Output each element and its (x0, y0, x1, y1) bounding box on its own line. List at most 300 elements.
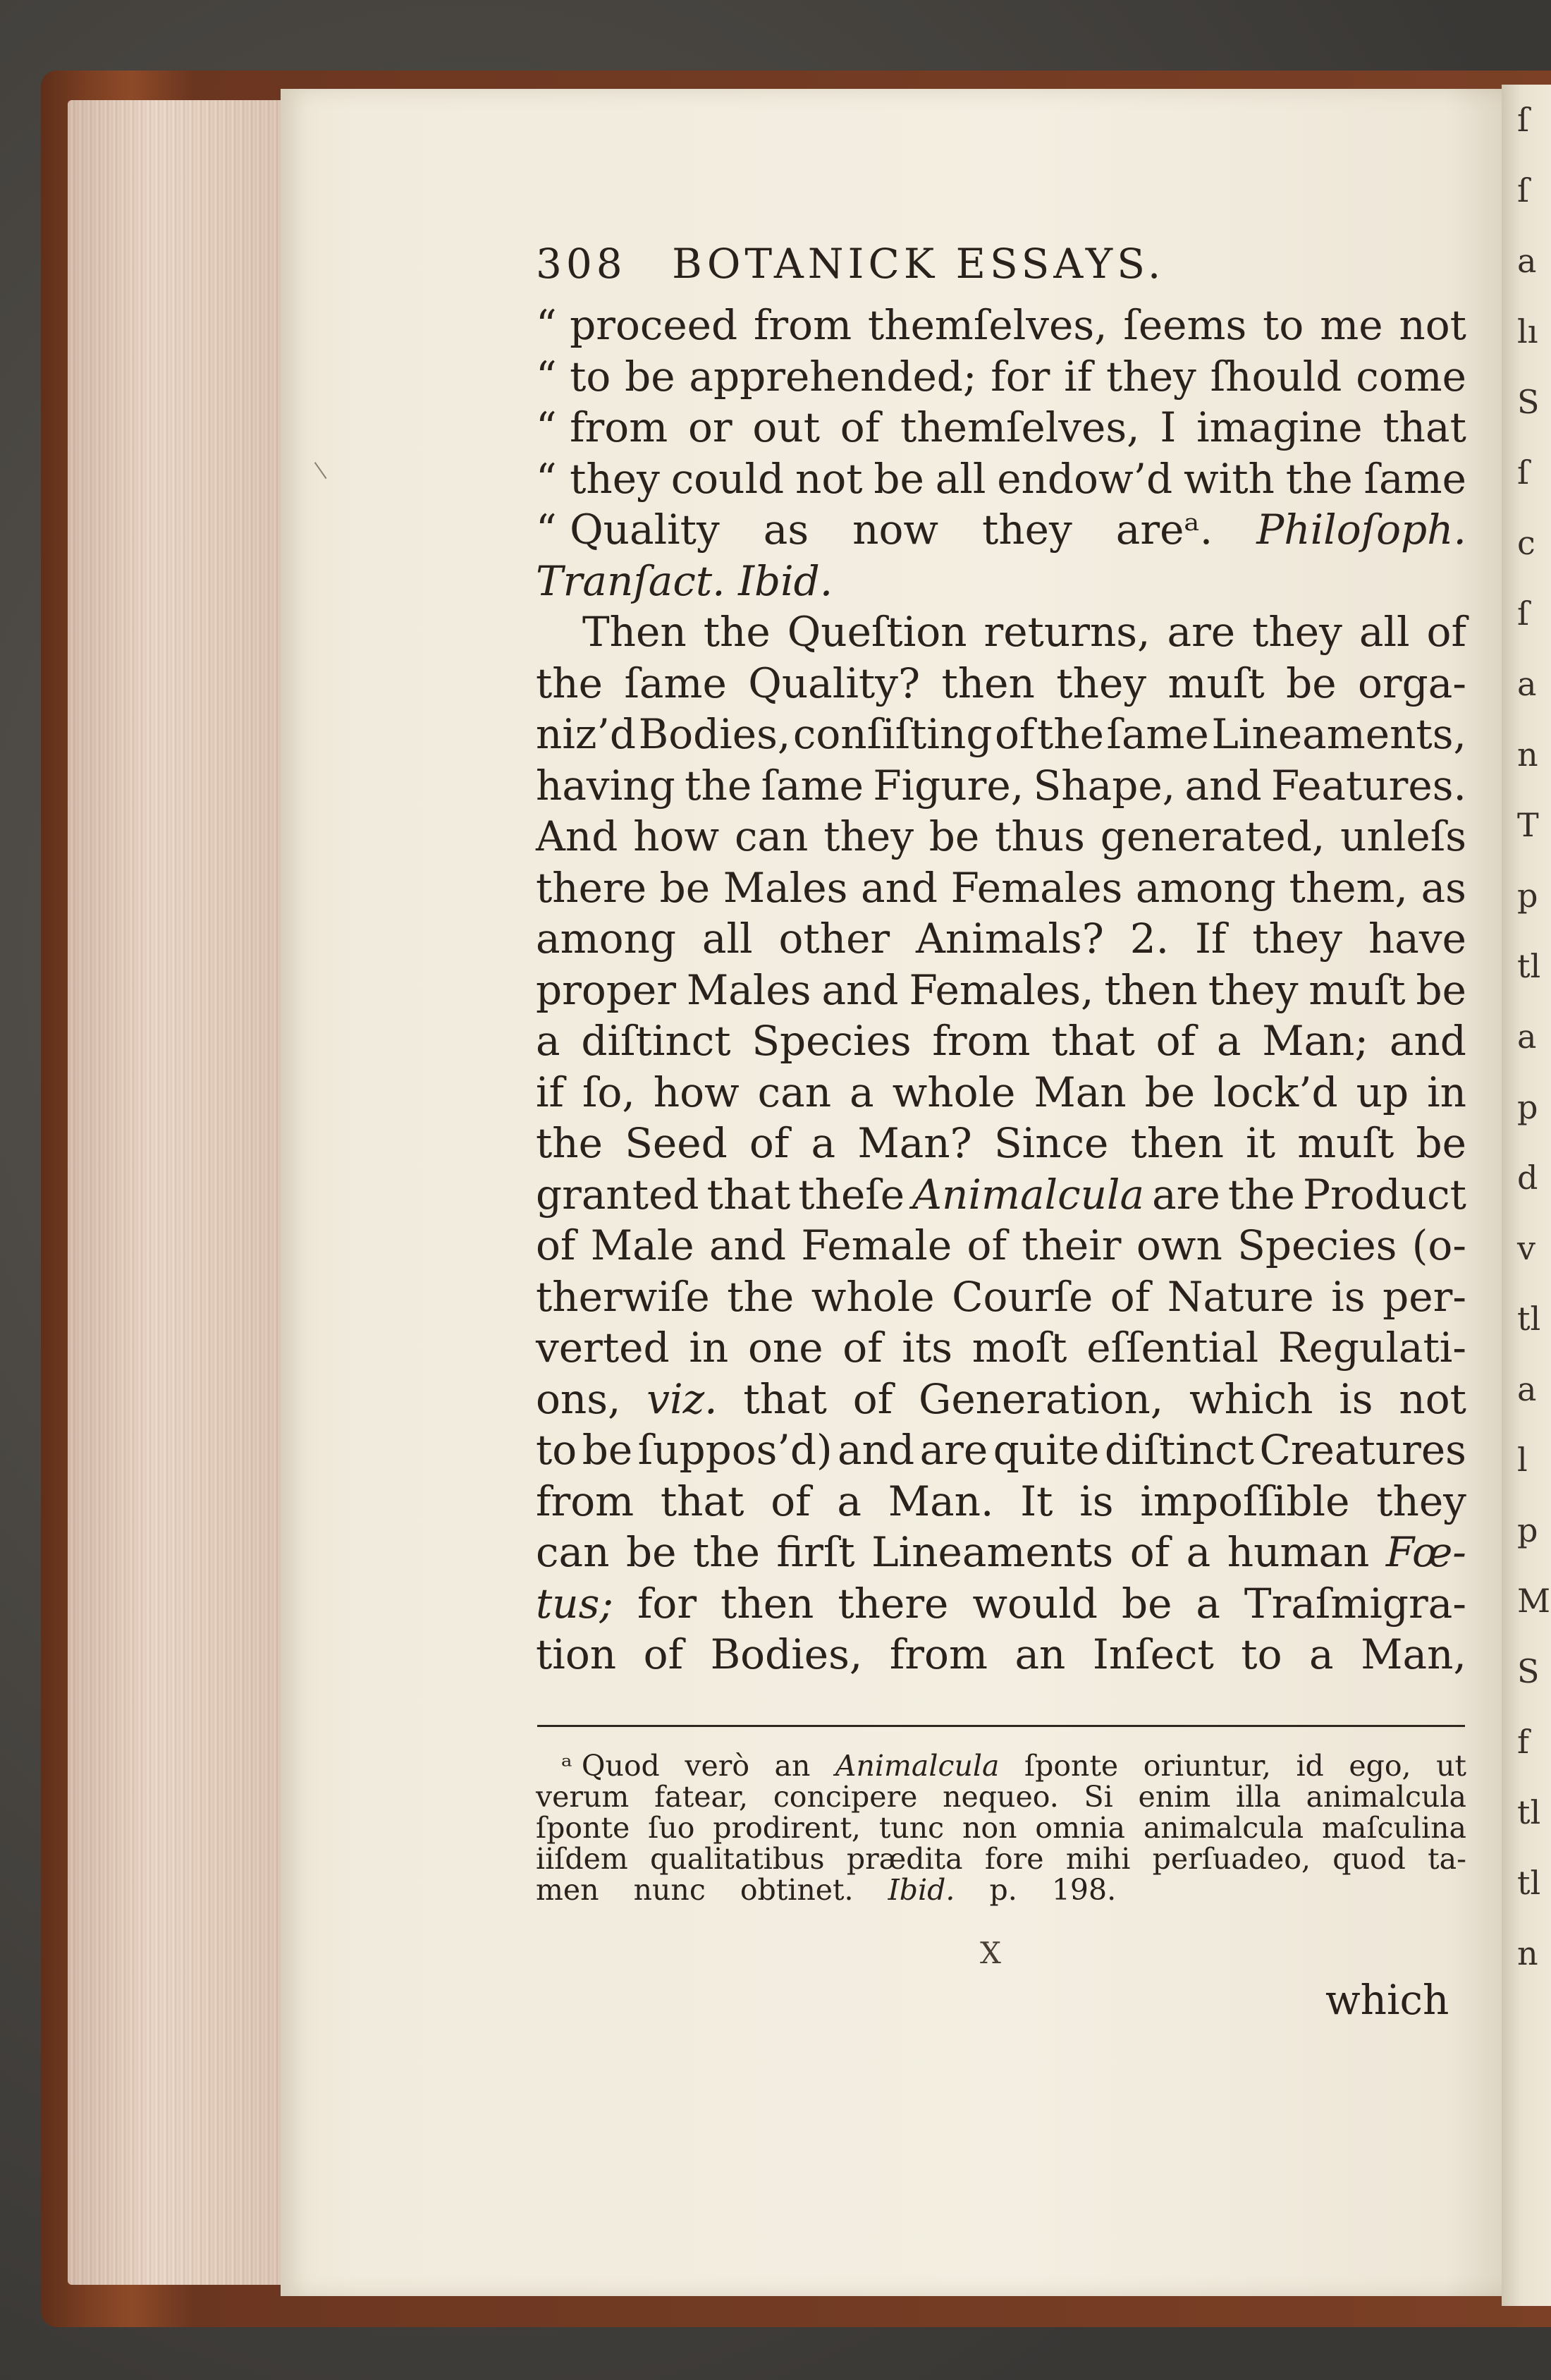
body-word: unleſs (1340, 812, 1466, 860)
body-word: Bodies, (638, 710, 791, 758)
body-word: be (659, 863, 711, 912)
footnote-word: men (536, 1873, 599, 1907)
footnote-word: verò (685, 1749, 750, 1783)
body-word: verted (536, 1324, 670, 1372)
body-word: to (536, 1426, 577, 1474)
body-word: Females (950, 863, 1123, 912)
body-word: Species (752, 1017, 912, 1065)
facing-page-letter: f (1517, 1723, 1530, 1761)
body-line (536, 402, 1466, 453)
body-word: eſſential (1086, 1324, 1259, 1372)
facing-page-letter: lı (1517, 312, 1538, 350)
footnote-word: ta- (1428, 1842, 1466, 1876)
body-word: Fœ- (1385, 1528, 1466, 1576)
body-word: per- (1383, 1272, 1466, 1321)
facing-page-letter: a (1517, 1018, 1537, 1056)
body-word: Males (723, 863, 848, 912)
body-word: me (1320, 301, 1383, 349)
body-word: areᵃ. (1115, 506, 1213, 554)
body-word: Inſect (1092, 1630, 1214, 1678)
body-word: Lineaments (871, 1528, 1114, 1576)
body-word: would (972, 1579, 1098, 1628)
body-word: Figure, (873, 761, 1024, 810)
body-line (536, 1527, 1466, 1578)
body-word: I (1160, 403, 1177, 451)
body-line (536, 760, 1466, 812)
footnote-word: ſponte (1024, 1749, 1119, 1783)
body-word: and (1184, 761, 1262, 810)
body-word: and (821, 965, 899, 1014)
footnote-line (536, 1812, 1466, 1843)
body-word: Bodies, (710, 1630, 863, 1678)
signature-mark: X (980, 1936, 1007, 1970)
facing-page-letter: M (1517, 1582, 1551, 1620)
body-word: Generation, (919, 1374, 1164, 1423)
body-word: Since (993, 1119, 1109, 1167)
facing-page-letter: n (1517, 736, 1538, 774)
body-word: and (1389, 1017, 1466, 1065)
body-word: if (1064, 352, 1093, 401)
body-word: own (1136, 1221, 1222, 1269)
body-word: Animalcula (912, 1170, 1145, 1219)
body-word: as (763, 506, 809, 554)
body-word: is (1331, 1272, 1366, 1321)
body-word: Man, (1361, 1630, 1466, 1678)
body-word: and (860, 863, 938, 912)
body-word: a (1309, 1630, 1334, 1678)
body-text (536, 300, 1466, 1680)
page-number: 308 (536, 240, 627, 288)
facing-page-letter: ſ (1517, 594, 1530, 633)
footnote-word: ſuo (648, 1811, 695, 1845)
body-line (536, 1067, 1466, 1118)
body-word: that (660, 1477, 744, 1525)
body-word: from (932, 1017, 1031, 1065)
body-word: is (1339, 1374, 1373, 1423)
footnote-word: non (962, 1811, 1017, 1845)
facing-page-letter: p (1517, 1088, 1538, 1126)
body-word: an (1014, 1630, 1066, 1678)
body-word: Males (686, 965, 811, 1014)
facing-page-letter: tl (1517, 1793, 1541, 1831)
body-word: “ to (536, 352, 611, 401)
facing-page-letter: tl (1517, 947, 1541, 985)
body-word: granted (536, 1170, 699, 1219)
body-word: orga- (1358, 659, 1466, 707)
body-word: whole (892, 1068, 1016, 1116)
body-word: that (1051, 1017, 1135, 1065)
body-line (536, 504, 1466, 556)
body-word: from (889, 1630, 988, 1678)
body-word: therwiſe (536, 1272, 710, 1321)
body-word: Product (1302, 1170, 1466, 1219)
body-word: Features. (1271, 761, 1466, 810)
body-word: muſt (1297, 1119, 1394, 1167)
body-word: ſhould (1210, 352, 1342, 401)
body-word: of (536, 1221, 576, 1269)
body-word: of (1155, 1017, 1196, 1065)
body-word: all (701, 915, 753, 963)
body-line (536, 1015, 1466, 1067)
footnote-word: qualitatibus (650, 1842, 825, 1876)
body-word: to (1263, 301, 1304, 349)
facing-page-letter: tl (1517, 1864, 1541, 1902)
body-line (536, 1578, 1466, 1630)
facing-page-letter: c (1517, 524, 1535, 562)
footnote-word: quod (1332, 1842, 1406, 1876)
body-line (536, 1629, 1466, 1680)
body-line (536, 1476, 1466, 1527)
body-word: among (536, 915, 676, 963)
facing-page-letter: d (1517, 1159, 1538, 1197)
body-word: moſt (971, 1324, 1067, 1372)
footnote-word: Ibid. (888, 1873, 955, 1907)
body-word: be (873, 454, 924, 503)
body-word: out (752, 403, 821, 451)
facing-page-letter: tl (1517, 1300, 1541, 1338)
page-edges (68, 100, 286, 2285)
body-word: ſo, (582, 1068, 635, 1116)
body-word: Male (590, 1221, 694, 1269)
body-word: if (536, 1068, 565, 1116)
footnote-word: an (774, 1749, 811, 1783)
footnote-word: fore (984, 1842, 1044, 1876)
body-word: for (991, 352, 1050, 401)
facing-page-letter: p (1517, 1511, 1538, 1549)
facing-page-letter: a (1517, 665, 1537, 703)
footnote-word: Si (1084, 1780, 1113, 1814)
body-word: of (852, 1374, 893, 1423)
body-word: of (1426, 608, 1466, 656)
body-word: among (1135, 863, 1276, 912)
body-word: Man. (888, 1477, 994, 1525)
body-word: muſt (1308, 965, 1406, 1014)
body-word: there (838, 1579, 949, 1628)
catchword: which (1325, 1976, 1449, 2024)
body-line (536, 1169, 1466, 1221)
body-word: a (1216, 1017, 1242, 1065)
footnote-line (536, 1874, 1466, 1905)
body-word: ſeems (1123, 301, 1247, 349)
body-word: not (1399, 1374, 1466, 1423)
body-word: “ they (536, 454, 660, 503)
facing-page-letter: ſ (1517, 453, 1530, 492)
body-word: that (706, 1170, 791, 1219)
footnote-word: omnia (1035, 1811, 1125, 1845)
body-word: that (1383, 403, 1466, 451)
body-word: ſame (1363, 454, 1466, 503)
body-word: ſuppos’d) (637, 1426, 833, 1474)
body-word: Ibid. (738, 556, 833, 605)
body-line (536, 1271, 1466, 1323)
body-line (536, 1322, 1466, 1374)
body-word: themſelves, (900, 403, 1140, 451)
footnote-word: concipere (773, 1780, 918, 1814)
body-word: up (1356, 1068, 1409, 1116)
body-word: Animals? (916, 915, 1104, 963)
body-word: it (1246, 1119, 1275, 1167)
body-word: the (1285, 454, 1353, 503)
body-word: they (1252, 915, 1343, 963)
body-word: firſt (776, 1528, 855, 1576)
body-word: they (1376, 1477, 1466, 1525)
body-word: Seed (625, 1119, 728, 1167)
body-word: with (1184, 454, 1275, 503)
body-word: be (625, 352, 675, 401)
body-word: in (1427, 1068, 1466, 1116)
body-word: the (685, 761, 752, 810)
body-word: having (536, 761, 675, 810)
running-head-title: BOTANICK ESSAYS. (672, 240, 1165, 288)
footnote-word: iiſdem (536, 1842, 628, 1876)
footnote-word: maſculina (1322, 1811, 1466, 1845)
body-word: diſtinct (581, 1017, 731, 1065)
body-word: Then (582, 608, 687, 656)
body-word: and (709, 1221, 786, 1269)
body-word: Female (801, 1221, 952, 1269)
body-word: be (582, 1426, 633, 1474)
body-line (536, 1424, 1466, 1476)
body-word: “ from (536, 403, 668, 451)
body-line (536, 709, 1466, 760)
body-word: imagine (1196, 403, 1363, 451)
footnote-word: ſponte (536, 1811, 630, 1845)
body-line (536, 556, 1466, 607)
body-word: a (837, 1477, 862, 1525)
body-word: of (995, 710, 1035, 758)
body-line (536, 862, 1466, 914)
footnote (536, 1750, 1466, 1905)
body-word: of (840, 403, 881, 451)
body-word: then (721, 1579, 814, 1628)
body-word: the (1227, 1170, 1295, 1219)
body-word: not (795, 454, 863, 503)
body-word: And (536, 812, 618, 860)
body-word: Shape, (1033, 761, 1176, 810)
body-line (536, 606, 1466, 658)
body-word: them, (1289, 863, 1408, 912)
footnote-word: tunc (878, 1811, 945, 1845)
footnote-word: prædita (846, 1842, 963, 1876)
facing-page-letter: ſ (1517, 171, 1530, 209)
body-word: the (1036, 710, 1104, 758)
footnote-word: obtinet. (740, 1873, 854, 1907)
body-word: themſelves, (867, 301, 1108, 349)
body-word: they (982, 506, 1072, 554)
body-word: muſt (1167, 659, 1265, 707)
body-line (536, 811, 1466, 862)
body-word: quite (993, 1426, 1100, 1474)
body-word: be (1144, 1068, 1196, 1116)
body-word: a (1196, 1579, 1220, 1628)
body-word: are (919, 1426, 988, 1474)
body-word: be (1416, 1119, 1466, 1167)
body-word: of (842, 1324, 883, 1372)
body-word: be (928, 812, 980, 860)
running-head (536, 240, 1466, 292)
body-word: ſame (624, 659, 727, 707)
body-word: of (1110, 1272, 1151, 1321)
facing-page-letter: S (1517, 1652, 1540, 1690)
body-word: Species (1237, 1221, 1397, 1269)
body-word: for (637, 1579, 697, 1628)
body-line (536, 300, 1466, 351)
body-word: can (536, 1528, 610, 1576)
footnote-word: illa (1236, 1780, 1281, 1814)
body-line (536, 913, 1466, 965)
body-word: Quality? (748, 659, 921, 707)
body-word: “ Quality (536, 506, 720, 554)
body-word: be (1416, 965, 1466, 1014)
footnote-line (536, 1750, 1466, 1781)
body-word: If (1194, 915, 1227, 963)
body-word: could (670, 454, 785, 503)
footnote-word: animalcula (1143, 1811, 1304, 1845)
footnote-word: oriuntur, (1143, 1749, 1271, 1783)
facing-page-letter: p (1517, 877, 1538, 915)
body-line (536, 351, 1466, 403)
body-word: the (727, 1272, 795, 1321)
body-word: can (734, 812, 809, 860)
body-word: lock’d (1213, 1068, 1338, 1116)
body-word: all (1359, 608, 1410, 656)
body-word: the (692, 1528, 760, 1576)
body-word: as (1421, 863, 1466, 912)
footnote-word: verum (536, 1780, 630, 1814)
facing-page-letter: a (1517, 1370, 1537, 1408)
facing-page-edge (1502, 85, 1551, 2306)
body-word: ſame (761, 761, 864, 810)
body-word: of (1129, 1528, 1170, 1576)
body-word: to (1241, 1630, 1282, 1678)
footnote-word: p. (989, 1873, 1017, 1907)
footnote-word: prodirent, (713, 1811, 861, 1845)
body-word: endow’d (997, 454, 1173, 503)
body-word: there (536, 863, 647, 912)
body-word: of (771, 1477, 811, 1525)
body-word: ons, (536, 1374, 621, 1423)
body-word: conſiſting (792, 710, 993, 758)
body-word: “ proceed (536, 301, 738, 349)
body-word: from (753, 301, 852, 349)
body-word: Regulati- (1277, 1324, 1466, 1372)
body-word: proper (536, 965, 676, 1014)
body-word: Man (1034, 1068, 1127, 1116)
footnote-word: nunc (633, 1873, 706, 1907)
body-word: Lineaments, (1211, 710, 1466, 758)
body-word: come (1356, 352, 1466, 401)
body-word: other (778, 915, 890, 963)
footnote-word: mihi (1065, 1842, 1131, 1876)
footnote-word: ut (1436, 1749, 1466, 1783)
body-word: be (625, 1528, 677, 1576)
footnote-rule (537, 1725, 1465, 1727)
body-word: they (823, 812, 914, 860)
body-word: be (1121, 1579, 1172, 1628)
body-word: ſame (1106, 710, 1209, 758)
body-word: is (1079, 1477, 1114, 1525)
body-word: whole (811, 1272, 935, 1321)
body-word: It (1020, 1477, 1053, 1525)
body-line (536, 1118, 1466, 1169)
body-word: they (1208, 965, 1299, 1014)
body-word: Creatures (1259, 1426, 1466, 1474)
body-word: Courſe (952, 1272, 1093, 1321)
body-word: tion (536, 1630, 617, 1678)
body-word: niz’d (536, 710, 637, 758)
footnote-word: animalcula (1306, 1780, 1466, 1814)
body-word: not (1399, 301, 1466, 349)
body-line (536, 453, 1466, 505)
body-word: tus; (536, 1579, 613, 1628)
body-word: of (749, 1119, 790, 1167)
body-word: then (1104, 965, 1198, 1014)
body-word: Queſtion (787, 608, 967, 656)
body-word: generated, (1100, 812, 1325, 860)
body-word: a (536, 1017, 560, 1065)
body-word: one (747, 1324, 823, 1372)
body-word: Philoſoph. (1256, 506, 1466, 554)
footnote-word: id (1296, 1749, 1324, 1783)
footnote-word: perſuadeo, (1152, 1842, 1311, 1876)
body-word: they (1106, 352, 1196, 401)
body-word: apprehended; (689, 352, 977, 401)
body-word: Females, (909, 965, 1094, 1014)
body-word: they (1056, 659, 1147, 707)
facing-page-letter: S (1517, 383, 1540, 421)
body-word: then (1130, 1119, 1224, 1167)
body-word: or (687, 403, 732, 451)
body-word: returns, (983, 608, 1151, 656)
body-line (536, 1220, 1466, 1271)
facing-page-letter: n (1517, 1934, 1538, 1972)
facing-page-letter: l (1517, 1441, 1528, 1479)
body-word: human (1227, 1528, 1370, 1576)
body-word: Man? (857, 1119, 972, 1167)
footnote-line (536, 1781, 1466, 1812)
body-word: the (536, 659, 603, 707)
footnote-line (536, 1843, 1466, 1874)
body-word: how (653, 1068, 740, 1116)
body-word: (o- (1411, 1221, 1466, 1269)
facing-page-letter: v (1517, 1229, 1535, 1267)
body-word: theſe (798, 1170, 905, 1219)
body-word: of (967, 1221, 1007, 1269)
facing-page-letter: T (1517, 806, 1539, 844)
body-word: Man; (1262, 1017, 1369, 1065)
footnote-word: enim (1138, 1780, 1211, 1814)
body-word: they (1252, 608, 1342, 656)
body-word: which (1189, 1374, 1313, 1423)
body-word: a (1186, 1528, 1211, 1576)
facing-page-letter: ſ (1517, 101, 1530, 139)
body-word: a (811, 1119, 836, 1167)
body-word: have (1368, 915, 1466, 963)
body-word: Tranſact. (536, 556, 725, 605)
body-word: be (1286, 659, 1337, 707)
facing-page-letter: a (1517, 242, 1537, 280)
body-word: thus (995, 812, 1085, 860)
body-word: how (633, 812, 720, 860)
footnote-word: Animalcula (835, 1749, 1000, 1783)
body-word: Nature (1167, 1272, 1314, 1321)
footnote-word: ᵃ Quod (561, 1749, 660, 1783)
body-word: and (838, 1426, 915, 1474)
body-word: viz. (646, 1374, 718, 1423)
body-word: can (757, 1068, 832, 1116)
body-word: 2. (1129, 915, 1170, 963)
body-line (536, 965, 1466, 1016)
